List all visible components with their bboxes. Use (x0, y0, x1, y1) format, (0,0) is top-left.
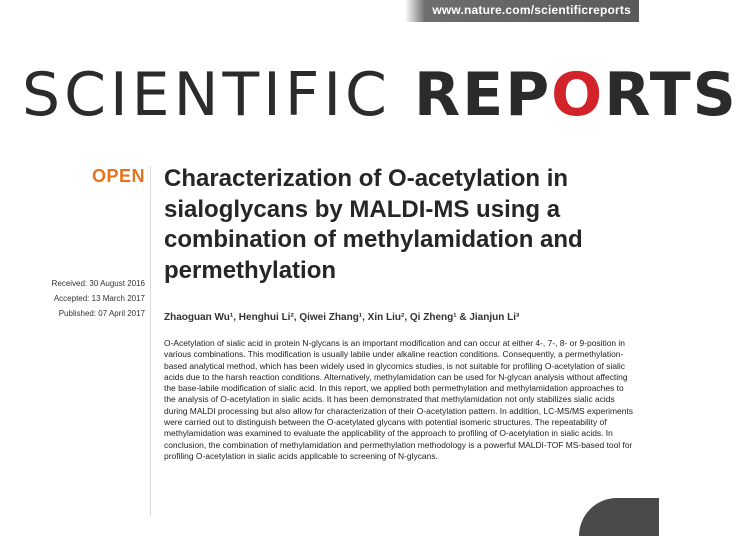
journal-name-part1: SCIENTIFIC (22, 60, 391, 130)
header-bar (0, 0, 639, 22)
journal-name-part2 (414, 60, 738, 130)
accepted-date: Accepted: 13 March 2017 (53, 294, 145, 303)
open-access-label: OPEN (91, 166, 145, 186)
site-url-link[interactable]: www.nature.com/scientificreports (432, 3, 631, 17)
gear-icon: O (551, 60, 605, 130)
received-date: Received: 30 August 2016 (51, 279, 145, 288)
author-list: Zhaoguan Wu¹, Henghui Li², Qiwei Zhang¹, Xin Liu², Qi Zheng¹ & Jianjun Li³ (164, 312, 520, 323)
page-corner-decoration (579, 498, 659, 536)
published-date: Published: 07 April 2017 (58, 309, 145, 318)
journal-masthead (22, 60, 738, 130)
journal-name-rts: RTS (604, 60, 738, 130)
journal-name-rep: REP (414, 60, 552, 130)
article-dates (52, 276, 145, 321)
abstract-text: O-Acetylation of sialic acid in protein N-glycans is an important modification and can occur at either 4-, 7-, 8- or 9-position in various combinations. This modification is usually labile under alkaline reaction conditions. Consequently, a permethylation-based analytical method, which has been widely used in glycomics studies, is not suitable for profiling O-acetylation of sialic acids due to the harsh reaction conditions. Alternatively, methylamidation can be used for N-glycan analysis without affecting the base-labile modification of sialic acid. In this report, we applied both permethylation and methylamidation approaches to the analysis of O-acetylation in sialic acids. It has been demonstrated that methylamidation not only stabilizes sialic acids during MALDI processing but also allow for characterization of their O-acetylation pattern. In addition, LC-MS/MS experiments were carried out to distinguish between the O-acetylated glycans with potential isomeric structures. The repeatability of methylamidation was examined to evaluate the applicability of the approach to profiling of O-acetylation in sialic acids. In conclusion, the combination of methylamidation and permethylation methodology is a powerful MALDI-TOF MS-based tool for profiling O-acetylation in sialic acids applicable to screening of N-glycans. (164, 338, 633, 461)
article-title: Characterization of O-acetylation in sialoglycans by MALDI-MS using a combination of methylamidation and permethylation (164, 165, 583, 284)
column-divider (150, 166, 151, 516)
